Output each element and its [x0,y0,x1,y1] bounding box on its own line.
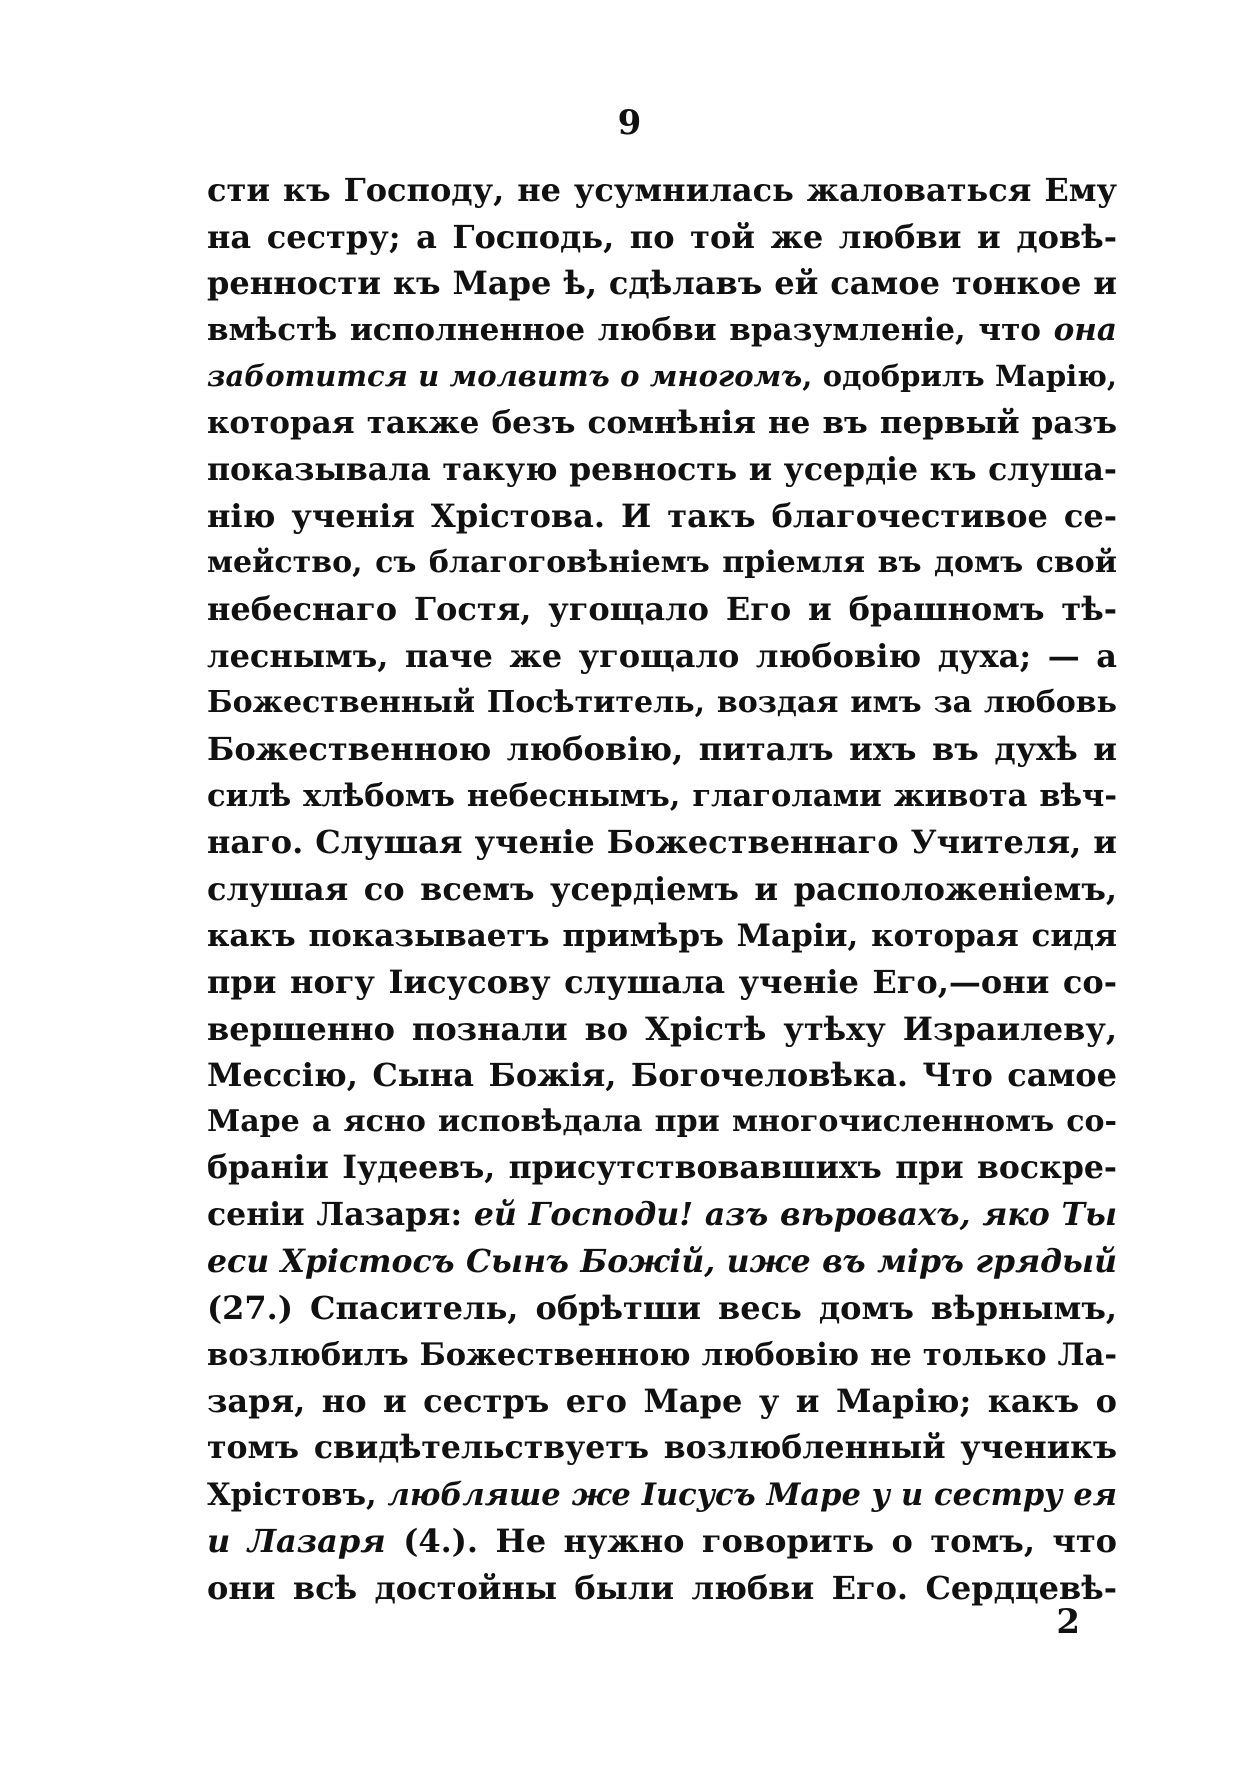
italic-quote: любляше же Іисусъ Маре у и сестру ея [387,1476,1117,1513]
text-segment: на сестру; а Господь, по той же любви и довѣ- [207,217,1117,256]
text-segment: вершенно познали во Хрістѣ утѣху Израилеву, [207,1009,1117,1048]
text-line [207,680,1117,727]
italic-quote: ей Господи! азъ вѣровахъ, яко Ты [473,1196,1117,1234]
text-line [207,353,1117,400]
text-line [207,726,1117,773]
text-segment: мейство, съ благоговѣніемъ пріемля въ домъ свой [207,544,1117,580]
page-number: 9 [617,103,642,143]
text-segment: браніи Іудеевъ, присутствовавшихъ при воскре- [207,1149,1117,1187]
text-line [207,214,1117,261]
text-line [207,540,1117,587]
text-line [207,1006,1117,1053]
text-line [207,1052,1117,1099]
text-line [207,866,1117,913]
text-line [207,1472,1117,1519]
text-segment: (27.) Спаситель, обрѣтши весь домъ вѣрнымъ, [207,1289,1117,1328]
text-line [207,1099,1117,1146]
signature-mark: 2 [1056,1602,1080,1642]
text-segment: которая также безъ сомнѣнія не въ первый разъ [207,404,1117,441]
text-segment: Хрістовъ, [207,1476,388,1513]
text-line [207,447,1117,494]
text-segment: возлюбилъ Божественною любовію не только Ла- [207,1336,1117,1373]
italic-quote: она [1053,311,1117,348]
text-line [207,400,1117,447]
italic-quote: и Лазаря [207,1522,386,1561]
text-segment: показывала такую ревность и усердіе къ слуша- [207,450,1117,488]
text-segment: при ногу Іисусову слушала ученіе Его,—они со- [207,963,1117,1002]
text-line [207,1285,1117,1332]
text-line [207,307,1117,354]
text-line [207,913,1117,960]
text-segment: сеніи Лазаря: [207,1196,474,1234]
text-segment: небеснаго Гостя, угощало Его и брашномъ тѣ- [207,590,1117,629]
text-line [207,633,1117,680]
text-segment: наго. Слушая ученіе Божественнаго Учителя, и [207,823,1117,862]
text-segment: (4.). Не нужно говорить о томъ, что [385,1522,1117,1561]
text-line [207,1565,1117,1612]
text-segment: какъ показываетъ примѣръ Маріи, которая сидя [207,917,1117,954]
text-segment: леснымъ, паче же угощало любовію духа; — а [207,636,1117,675]
text-segment: Маре а ясно исповѣдала при многочисленномъ со- [207,1103,1117,1139]
text-segment: ренности къ Маре ѣ, сдѣлавъ ей самое тонкое и [207,264,1117,303]
text-segment: Божественною любовію, питалъ ихъ въ духѣ и [207,730,1117,769]
text-segment: слушая со всемъ усердіемъ и расположеніемъ, [207,869,1117,908]
text-line [207,959,1117,1006]
text-line [207,260,1117,307]
text-segment: , одобрилъ Марію, [802,359,1117,394]
text-line [207,773,1117,820]
italic-quote: еси Хрістосъ Сынъ Божій, иже въ міръ грядый [207,1242,1117,1280]
text-segment: сти къ Господу, не усумнилась жаловаться Ему [207,171,1117,209]
text-line [207,586,1117,633]
text-segment: вмѣстѣ исполненное любви вразумленіе, что [207,311,1054,348]
text-segment: томъ свидѣтельствуетъ возлюбленный ученикъ [207,1429,1117,1467]
text-segment: силѣ хлѣбомъ небеснымъ, глаголами живота вѣч- [207,777,1117,814]
text-line [207,1332,1117,1379]
text-line [207,819,1117,866]
body-text [207,167,1117,1611]
text-segment: Божественный Посѣтитель, воздая имъ за любовь [207,684,1117,720]
text-line [207,493,1117,540]
text-line [207,1378,1117,1425]
text-segment: нію ученія Хрістова. И такъ благочестивое се- [207,497,1117,536]
text-line [207,1145,1117,1192]
italic-quote: заботится и молвитъ о многомъ [207,359,803,394]
text-line [207,1239,1117,1286]
text-segment: заря, но и сестръ его Маре у и Марію; какъ о [207,1382,1117,1421]
text-line [207,167,1117,214]
text-line [207,1425,1117,1472]
text-line [207,1518,1117,1565]
text-line [207,1192,1117,1239]
text-segment: они всѣ достойны были любви Его. Сердцевѣ- [207,1568,1117,1607]
text-segment: Мессію, Сына Божія, Богочеловѣка. Что самое [207,1056,1117,1095]
